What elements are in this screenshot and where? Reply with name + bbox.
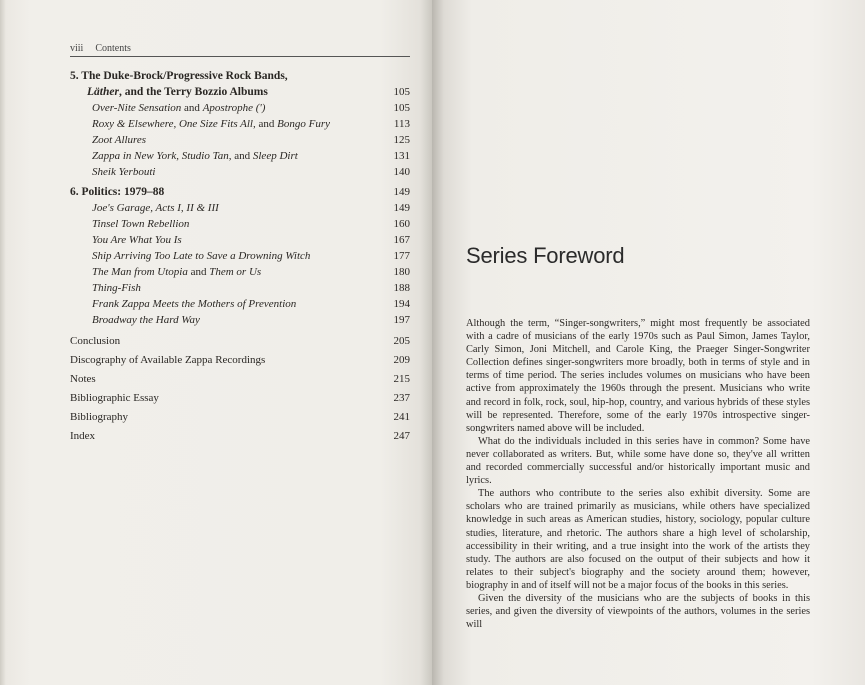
toc-back-matter: Discography of Available Zappa Recordings 209 bbox=[70, 354, 410, 366]
toc-entry: You Are What You Is 167 bbox=[92, 234, 410, 246]
toc-entry: Thing-Fish 188 bbox=[92, 282, 410, 294]
left-page bbox=[0, 0, 432, 685]
foreword-body bbox=[466, 317, 810, 631]
toc-entry: Broadway the Hard Way 197 bbox=[92, 314, 410, 326]
paragraph: The authors who contribute to the series also exhibit diversity. Some are scholars who are trained primarily as musicians, while others have specialized knowledge in such areas as American studies, history, sociology, popular culture studies, literature, and rhetoric. The authors share a high level of scholarship, accessibility in their writing, and a true insight into the work of the artists they study. The authors are also focused on the output of their subjects and how it relates to their subject's biography and the society around them; however, biography in and of itself will not be a major focus of the books in this series. bbox=[466, 488, 810, 591]
page-number: viii bbox=[70, 43, 84, 54]
toc-entry: The Man from Utopia and Them or Us 180 bbox=[92, 266, 410, 278]
toc-entry: Zappa in New York, Studio Tan, and Sleep Dirt 131 bbox=[92, 150, 410, 162]
toc-chapter-5-line2: Läther, and the Terry Bozzio Albums 105 bbox=[87, 86, 410, 98]
toc-back-matter: Bibliography 241 bbox=[70, 411, 410, 423]
toc-back-matter: Bibliographic Essay 237 bbox=[70, 392, 410, 404]
running-head-title: Contents bbox=[95, 43, 131, 54]
toc-back-matter: Notes 215 bbox=[70, 373, 410, 385]
running-head bbox=[70, 43, 410, 57]
toc-entry: Sheik Yerbouti 140 bbox=[92, 166, 410, 178]
toc-entry: Frank Zappa Meets the Mothers of Prevention 194 bbox=[92, 298, 410, 310]
toc-entry: Joe's Garage, Acts I, II & III 149 bbox=[92, 202, 410, 214]
toc-entry: Ship Arriving Too Late to Save a Drowning Witch 177 bbox=[92, 250, 410, 262]
paragraph: Although the term, “Singer-songwriters,” might most frequently be associated with a cadre of musicians of the early 1970s such as Paul Simon, James Taylor, Carly Simon, Joni Mitchell, and Carole King, the Praeger Singer-Songwriter Collection defines singer-songwriters more broadly, both in terms of style and in terms of time period. The series includes volumes on musicians who have been active from approximately the 1960s through the present. Musicians who write and record in folk, rock, soul, hip-hop, country, and various hybrids of these styles will be represented. Therefore, some of the early 1970s introspective singer-songwriters named above will be included. bbox=[466, 318, 810, 434]
paragraph: Given the diversity of the musicians who are the subjects of books in this series, and given the diversity of viewpoints of the authors, volumes in the series will bbox=[466, 592, 810, 631]
toc-entry: Over-Nite Sensation and Apostrophe (') 105 bbox=[92, 102, 410, 114]
toc-back-matter: Conclusion 205 bbox=[70, 335, 410, 347]
paragraph: What do the individuals included in this series have in common? Some have never collaborated as writers. But, while some have done so, they've all written and recorded commercially successful and/or historically important music and lyrics. bbox=[466, 435, 810, 487]
page-title: Series Foreword bbox=[466, 243, 625, 268]
toc-chapter-5-line1: 5. The Duke-Brock/Progressive Rock Bands, bbox=[70, 70, 288, 82]
table-of-contents bbox=[70, 68, 410, 446]
toc-entry: Roxy & Elsewhere, One Size Fits All, and Bongo Fury 113 bbox=[92, 118, 410, 130]
toc-entry: Tinsel Town Rebellion 160 bbox=[92, 218, 410, 230]
toc-back-matter: Index 247 bbox=[70, 430, 410, 442]
toc-entry: Zoot Allures 125 bbox=[92, 134, 410, 146]
toc-chapter-6: 6. Politics: 1979–88 149 bbox=[70, 186, 410, 198]
toc-page-number: 105 bbox=[393, 86, 410, 98]
